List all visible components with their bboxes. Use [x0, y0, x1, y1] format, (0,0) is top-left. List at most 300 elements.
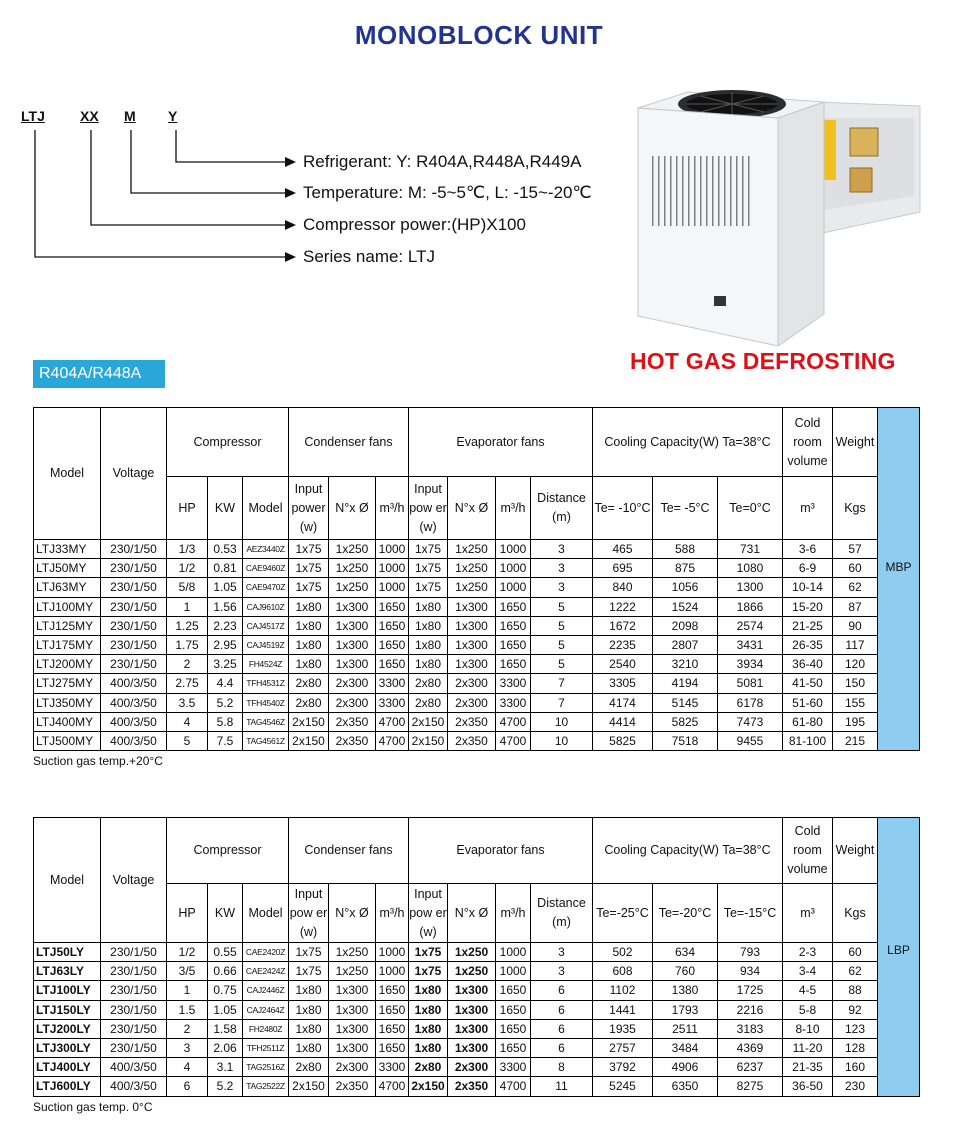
table-cell: 1x250 [329, 578, 376, 597]
table-cell: 934 [718, 962, 783, 981]
side-label: LBP [878, 943, 920, 1097]
header-compressor: Compressor [167, 818, 289, 884]
table-cell: 5 [167, 731, 208, 750]
table-cell: 5/8 [167, 578, 208, 597]
table-cell: 3-4 [783, 962, 833, 981]
table-cell: 465 [593, 540, 653, 559]
table-cell: LTJ150LY [34, 1000, 101, 1019]
table-cell: 1x300 [329, 981, 376, 1000]
table-cell: 2x350 [329, 712, 376, 731]
table-cell: 2574 [718, 616, 783, 635]
table-cell: 1650 [376, 616, 409, 635]
header-evap-fan-size: N°x Ø [448, 884, 496, 943]
table-cell: LTJ50LY [34, 943, 101, 962]
table-cell: 2.95 [208, 635, 243, 654]
table-row [34, 616, 920, 635]
header-weight: Weight [833, 408, 878, 477]
table-cell: 2 [167, 655, 208, 674]
table-cell: 1000 [376, 962, 409, 981]
header-kw: KW [208, 884, 243, 943]
table-cell: 6 [531, 981, 593, 1000]
table-cell: 1524 [653, 597, 718, 616]
table-cell: 230/1/50 [101, 559, 167, 578]
table-cell: 3.5 [167, 693, 208, 712]
table-cell: 5825 [593, 731, 653, 750]
header-hp: HP [167, 884, 208, 943]
table-cell: 1650 [496, 635, 531, 654]
table-cell: 4700 [496, 712, 531, 731]
table-cell: 5 [531, 655, 593, 674]
table-cell: 502 [593, 943, 653, 962]
table-cell: 123 [833, 1019, 878, 1038]
table-cell: 2x300 [329, 674, 376, 693]
table-body-mbp [34, 540, 920, 751]
table-cell: 3 [531, 578, 593, 597]
table-cell: 1000 [376, 578, 409, 597]
table-cell: 1793 [653, 1000, 718, 1019]
table-cell: 1x80 [289, 635, 329, 654]
table-cell: 10 [531, 712, 593, 731]
table-cell: TFH4540Z [243, 693, 289, 712]
table-cell: 760 [653, 962, 718, 981]
table-row [34, 1058, 920, 1077]
header-voltage: Voltage [101, 818, 167, 943]
table-cell: 2x150 [289, 1077, 329, 1096]
table-cell: CAJ2446Z [243, 981, 289, 1000]
table-cell: 634 [653, 943, 718, 962]
table-cell: LTJ125MY [34, 616, 101, 635]
table-cell: 1 [167, 597, 208, 616]
table-cell: 1x300 [329, 635, 376, 654]
table-cell: 1x300 [448, 616, 496, 635]
table-cell: 1000 [496, 559, 531, 578]
table-cell: 3305 [593, 674, 653, 693]
table-cell: 7 [531, 674, 593, 693]
table-cell: 230/1/50 [101, 540, 167, 559]
table-cell: 3 [531, 559, 593, 578]
table-cell: LTJ33MY [34, 540, 101, 559]
table-cell: 3 [167, 1038, 208, 1057]
table-cell: 1056 [653, 578, 718, 597]
table-cell: 4 [167, 1058, 208, 1077]
table-cell: 400/3/50 [101, 1077, 167, 1096]
header-weight: Weight [833, 818, 878, 884]
table-cell: 230/1/50 [101, 597, 167, 616]
table-cell: 695 [593, 559, 653, 578]
table-cell: 1x80 [409, 616, 448, 635]
table-row [34, 962, 920, 981]
table-cell: 0.75 [208, 981, 243, 1000]
table-cell: 8275 [718, 1077, 783, 1096]
header-volume-unit: m³ [783, 477, 833, 540]
table-cell: 2x80 [289, 674, 329, 693]
table-cell: 5 [531, 616, 593, 635]
table-cell: 2x80 [409, 693, 448, 712]
table-cell: 1300 [718, 578, 783, 597]
table-cell: 10 [531, 731, 593, 750]
table-cell: 1650 [496, 1038, 531, 1057]
table-cell: 875 [653, 559, 718, 578]
table-cell: 1650 [376, 597, 409, 616]
table-cell: TAG2516Z [243, 1058, 289, 1077]
table-cell: 230/1/50 [101, 578, 167, 597]
table-cell: 6237 [718, 1058, 783, 1077]
table-cell: 81-100 [783, 731, 833, 750]
table-cell: 3934 [718, 655, 783, 674]
header-kw: KW [208, 477, 243, 540]
feature-hot-gas-defrosting: HOT GAS DEFROSTING [630, 348, 896, 374]
table-cell: 7473 [718, 712, 783, 731]
table-cell: 90 [833, 616, 878, 635]
table-cell: 1000 [376, 559, 409, 578]
table-cell: 0.81 [208, 559, 243, 578]
table-cell: 128 [833, 1038, 878, 1057]
table-cell: 2-3 [783, 943, 833, 962]
table-row [34, 981, 920, 1000]
table-cell: 1.5 [167, 1000, 208, 1019]
table-cell: 1x80 [289, 981, 329, 1000]
table-cell: 1x75 [409, 578, 448, 597]
table-cell: 1x300 [329, 616, 376, 635]
table-cell: 1x300 [448, 981, 496, 1000]
table-cell: 3210 [653, 655, 718, 674]
table-cell: 1.05 [208, 1000, 243, 1019]
table-cell: 1725 [718, 981, 783, 1000]
table-cell: 2x80 [409, 674, 448, 693]
table-cell: CAJ4519Z [243, 635, 289, 654]
table-row [34, 731, 920, 750]
table-cell: CAJ2464Z [243, 1000, 289, 1019]
header-evap-input-power: Input pow er (w) [409, 884, 448, 943]
table-cell: 4700 [376, 1077, 409, 1096]
table-cell: 1650 [376, 981, 409, 1000]
table-cell: 2x350 [329, 1077, 376, 1096]
table-cell: 1x75 [289, 578, 329, 597]
table-cell: LTJ300LY [34, 1038, 101, 1057]
table-cell: 3300 [496, 1058, 531, 1077]
table-cell: 87 [833, 597, 878, 616]
table-cell: 840 [593, 578, 653, 597]
table-cell: 230/1/50 [101, 616, 167, 635]
monoblock-unit-image [628, 84, 938, 346]
header-cold-room-volume: Cold room volume [783, 408, 833, 477]
table-cell: 4369 [718, 1038, 783, 1057]
table-cell: 1x80 [289, 1019, 329, 1038]
table-cell: 1000 [376, 540, 409, 559]
spec-table-lbp [33, 817, 920, 1097]
table-cell: 0.66 [208, 962, 243, 981]
table-cell: 1x300 [329, 1000, 376, 1019]
table-cell: 1650 [376, 635, 409, 654]
header-distance: Distance (m) [531, 477, 593, 540]
side-band-top [878, 818, 920, 943]
header-evap-input-power: Input pow er (w) [409, 477, 448, 540]
table-cell: 6-9 [783, 559, 833, 578]
table-cell: 1000 [376, 943, 409, 962]
table-cell: 21-35 [783, 1058, 833, 1077]
table-cell: 1x75 [289, 540, 329, 559]
table-cell: 2x80 [289, 693, 329, 712]
table-cell: 1.05 [208, 578, 243, 597]
table-cell: 1935 [593, 1019, 653, 1038]
table-cell: 36-50 [783, 1077, 833, 1096]
table-cell: 400/3/50 [101, 674, 167, 693]
suction-note-lbp: Suction gas temp. 0°C [33, 1100, 153, 1114]
table-cell: 2x150 [409, 1077, 448, 1096]
table-cell: 61-80 [783, 712, 833, 731]
table-cell: 2x300 [448, 674, 496, 693]
header-temp-3: Te=-15°C [718, 884, 783, 943]
table-cell: 1000 [496, 943, 531, 962]
table-cell: 1x300 [329, 597, 376, 616]
table-cell: 1x80 [409, 597, 448, 616]
table-cell: 10-14 [783, 578, 833, 597]
table-cell: 1x300 [448, 1019, 496, 1038]
table-cell: 1x250 [329, 962, 376, 981]
table-cell: 5 [531, 597, 593, 616]
table-cell: 2 [167, 1019, 208, 1038]
table-cell: 60 [833, 943, 878, 962]
table-cell: LTJ200MY [34, 655, 101, 674]
table-cell: 3300 [376, 1058, 409, 1077]
legend-series-name: Series name: LTJ [303, 247, 435, 266]
header-cond-fan-size: N°x Ø [329, 884, 376, 943]
table-cell: 5-8 [783, 1000, 833, 1019]
table-cell: 0.55 [208, 943, 243, 962]
table-row [34, 693, 920, 712]
table-cell: LTJ400MY [34, 712, 101, 731]
table-cell: 4700 [496, 1077, 531, 1096]
table-cell: CAE2424Z [243, 962, 289, 981]
table-cell: 2x350 [448, 731, 496, 750]
table-cell: 1650 [376, 1000, 409, 1019]
table-cell: 21-25 [783, 616, 833, 635]
table-cell: 120 [833, 655, 878, 674]
table-cell: TFH2511Z [243, 1038, 289, 1057]
table-cell: 1x80 [409, 655, 448, 674]
table-cell: 9455 [718, 731, 783, 750]
header-cooling-capacity: Cooling Capacity(W) Ta=38°C [593, 408, 783, 477]
table-row [34, 712, 920, 731]
table-cell: 1x300 [448, 655, 496, 674]
table-cell: 51-60 [783, 693, 833, 712]
table-cell: 4194 [653, 674, 718, 693]
table-cell: 230/1/50 [101, 655, 167, 674]
table-cell: 4-5 [783, 981, 833, 1000]
table-cell: 1/2 [167, 559, 208, 578]
table-cell: 1x300 [448, 635, 496, 654]
table-cell: 11-20 [783, 1038, 833, 1057]
table-cell: 608 [593, 962, 653, 981]
table-row [34, 655, 920, 674]
table-cell: 2x300 [448, 1058, 496, 1077]
table-cell: 8 [531, 1058, 593, 1077]
table-cell: 36-40 [783, 655, 833, 674]
header-model: Model [34, 408, 101, 540]
table-cell: 5245 [593, 1077, 653, 1096]
table-cell: 7.5 [208, 731, 243, 750]
code-series: LTJ [21, 108, 45, 124]
table-cell: 2x150 [289, 712, 329, 731]
header-volume-unit: m³ [783, 884, 833, 943]
table-cell: LTJ63LY [34, 962, 101, 981]
table-cell: LTJ100LY [34, 981, 101, 1000]
table-cell: 1x80 [409, 1019, 448, 1038]
table-cell: 1650 [496, 616, 531, 635]
table-cell: 1x80 [289, 616, 329, 635]
table-cell: 1/2 [167, 943, 208, 962]
table-cell: 0.53 [208, 540, 243, 559]
table-cell: 230 [833, 1077, 878, 1096]
table-cell: 1x80 [409, 635, 448, 654]
table-cell: 6 [531, 1019, 593, 1038]
table-cell: 2757 [593, 1038, 653, 1057]
table-cell: 1x250 [448, 962, 496, 981]
table-cell: 1650 [496, 1000, 531, 1019]
side-label: MBP [878, 540, 920, 751]
table-cell: 1650 [496, 981, 531, 1000]
table-cell: 5.2 [208, 1077, 243, 1096]
table-cell: 230/1/50 [101, 943, 167, 962]
table-cell: 1650 [376, 655, 409, 674]
table-cell: 2x350 [329, 731, 376, 750]
table-cell: 4 [167, 712, 208, 731]
table-cell: 1000 [496, 962, 531, 981]
table-cell: 2x350 [448, 1077, 496, 1096]
table-cell: 1080 [718, 559, 783, 578]
table-cell: 2x350 [448, 712, 496, 731]
header-comp-model: Model [243, 477, 289, 540]
table-cell: 3300 [376, 674, 409, 693]
table-cell: 230/1/50 [101, 962, 167, 981]
header-cond-fan-size: N°x Ø [329, 477, 376, 540]
table-cell: LTJ600LY [34, 1077, 101, 1096]
table-cell: 5 [531, 635, 593, 654]
table-cell: 3300 [496, 693, 531, 712]
table-cell: 1650 [376, 1038, 409, 1057]
refrigerant-badge: R404A/R448A [33, 360, 165, 388]
table-cell: 1x300 [448, 597, 496, 616]
table-row [34, 540, 920, 559]
header-temp-1: Te= -10°C [593, 477, 653, 540]
table-cell: 2540 [593, 655, 653, 674]
header-temp-3: Te=0°C [718, 477, 783, 540]
table-cell: LTJ63MY [34, 578, 101, 597]
header-voltage: Voltage [101, 408, 167, 540]
table-cell: 1.58 [208, 1019, 243, 1038]
table-cell: 3300 [376, 693, 409, 712]
table-cell: LTJ350MY [34, 693, 101, 712]
table-cell: 1x250 [329, 559, 376, 578]
table-cell: 1x300 [329, 655, 376, 674]
table-cell: 2235 [593, 635, 653, 654]
table-cell: 3484 [653, 1038, 718, 1057]
header-evap-airflow: m³/h [496, 477, 531, 540]
table-cell: 2x80 [289, 1058, 329, 1077]
table-cell: 1102 [593, 981, 653, 1000]
table-cell: 62 [833, 578, 878, 597]
table-cell: 1.56 [208, 597, 243, 616]
table-row [34, 1077, 920, 1096]
table-row [34, 943, 920, 962]
table-cell: 1441 [593, 1000, 653, 1019]
code-power: XX [80, 108, 99, 124]
table-row [34, 1000, 920, 1019]
header-hp: HP [167, 477, 208, 540]
table-cell: 1x75 [409, 962, 448, 981]
table-cell: 1222 [593, 597, 653, 616]
table-cell: 1x250 [448, 559, 496, 578]
table-cell: 5825 [653, 712, 718, 731]
table-cell: 7518 [653, 731, 718, 750]
suction-note-mbp: Suction gas temp.+20°C [33, 754, 163, 768]
table-cell: 1x80 [409, 1000, 448, 1019]
table-cell: 1650 [496, 655, 531, 674]
table-cell: 3792 [593, 1058, 653, 1077]
table-cell: CAJ4517Z [243, 616, 289, 635]
table-cell: 400/3/50 [101, 693, 167, 712]
table-cell: 1x250 [448, 943, 496, 962]
table-cell: LTJ175MY [34, 635, 101, 654]
table-body-lbp [34, 943, 920, 1097]
table-cell: 11 [531, 1077, 593, 1096]
table-cell: 8-10 [783, 1019, 833, 1038]
header-weight-unit: Kgs [833, 477, 878, 540]
legend-compressor-power: Compressor power:(HP)X100 [303, 215, 526, 234]
table-cell: 2.75 [167, 674, 208, 693]
table-cell: 230/1/50 [101, 981, 167, 1000]
table-cell: LTJ100MY [34, 597, 101, 616]
table-cell: 2x150 [409, 731, 448, 750]
table-cell: 1x250 [448, 578, 496, 597]
table-cell: CAE2420Z [243, 943, 289, 962]
table-cell: 3431 [718, 635, 783, 654]
header-condenser-fans: Condenser fans [289, 408, 409, 477]
table-cell: 5145 [653, 693, 718, 712]
table-cell: 1x75 [409, 559, 448, 578]
table-cell: 6 [167, 1077, 208, 1096]
table-cell: 2x80 [409, 1058, 448, 1077]
table-cell: 2x300 [329, 1058, 376, 1077]
header-temp-2: Te= -5°C [653, 477, 718, 540]
header-cond-input-power: Input pow er (w) [289, 884, 329, 943]
side-band-top [878, 408, 920, 540]
table-cell: 1866 [718, 597, 783, 616]
code-temperature: M [124, 108, 136, 124]
header-evaporator-fans: Evaporator fans [409, 408, 593, 477]
table-cell: 1x80 [289, 1038, 329, 1057]
table-cell: 400/3/50 [101, 712, 167, 731]
table-cell: 1x75 [409, 943, 448, 962]
header-temp-1: Te=-25°C [593, 884, 653, 943]
table-cell: 60 [833, 559, 878, 578]
table-cell: 2x150 [409, 712, 448, 731]
table-cell: 1x300 [448, 1038, 496, 1057]
table-cell: TAG4546Z [243, 712, 289, 731]
table-cell: 1x80 [409, 1038, 448, 1057]
table-row [34, 635, 920, 654]
table-cell: 1650 [496, 1019, 531, 1038]
table-row [34, 674, 920, 693]
header-evap-airflow: m³/h [496, 884, 531, 943]
table-cell: 62 [833, 962, 878, 981]
header-cooling-capacity: Cooling Capacity(W) Ta=38°C [593, 818, 783, 884]
header-evap-fan-size: N°x Ø [448, 477, 496, 540]
table-row [34, 597, 920, 616]
table-cell: 1x250 [448, 540, 496, 559]
table-cell: 1x300 [329, 1038, 376, 1057]
table-cell: 5.8 [208, 712, 243, 731]
